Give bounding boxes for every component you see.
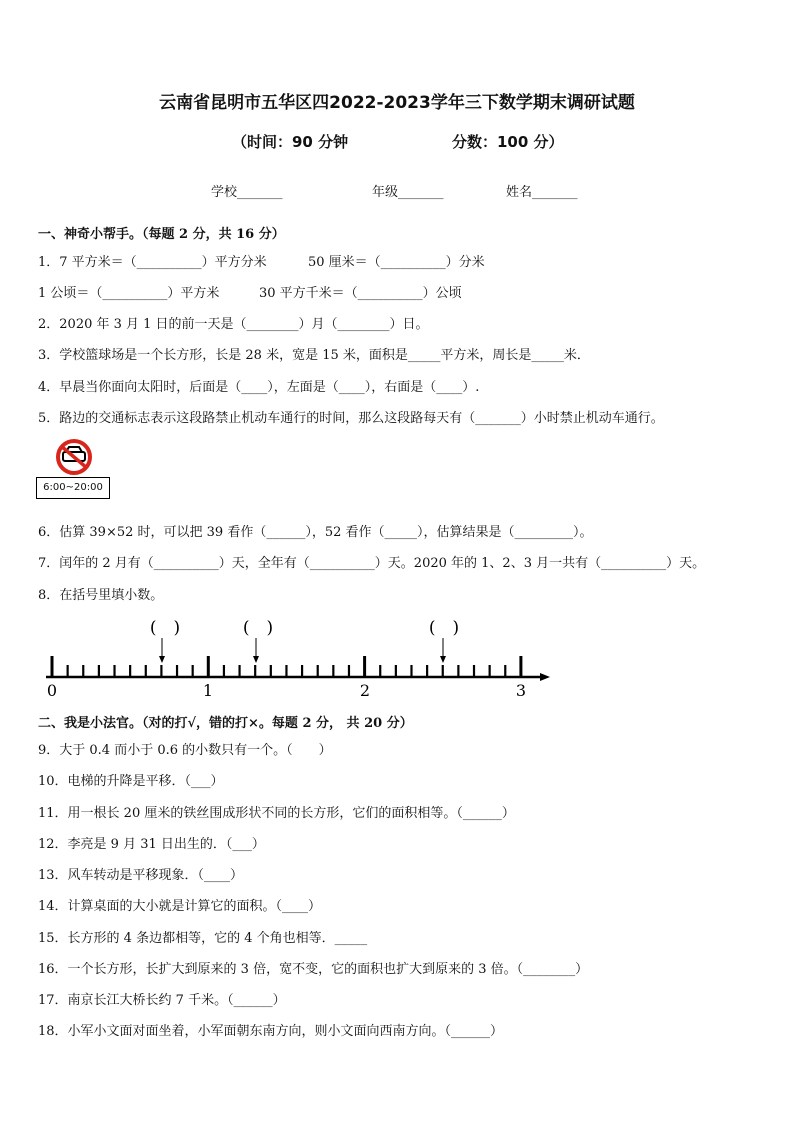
pointer-arrow-2 xyxy=(253,638,259,663)
question-5: 5．路边的交通标志表示这段路禁止机动车通行的时间，那么这段路每天有（_______）小时禁止机动车通行。 xyxy=(38,411,664,426)
question-18: 18．小军小文面对面坐着，小军面朝东南方向，则小文面向西南方向。（______） xyxy=(38,1024,504,1039)
question-3: 3．学校篮球场是一个长方形，长是 28 米，宽是 15 米，面积是_____平方米，周长是_____米． xyxy=(38,348,590,363)
question-17: 17．南京长江大桥长约 7 千米。（______） xyxy=(38,993,286,1008)
page-title: 云南省昆明市五华区四2022-2023学年三下数学期末调研试题 xyxy=(159,93,635,113)
time-limit: （时间：90 分钟 xyxy=(232,133,349,151)
question-14: 14．计算桌面的大小就是计算它的面积。（____） xyxy=(38,899,322,914)
name-field: 姓名_______ xyxy=(506,185,578,200)
question-4: 4．早晨当你面向太阳时，后面是（____），左面是（____），右面是（____）. xyxy=(38,380,480,395)
question-11: 11．用一根长 20 厘米的铁丝围成形状不同的长方形，它们的面积相等。（______） xyxy=(38,806,515,821)
question-1c: 1 公顷＝（__________）平方米 xyxy=(38,286,220,301)
number-line-arrowhead xyxy=(540,673,550,681)
question-1a: 1．7 平方米＝（__________）平方分米 xyxy=(38,255,267,270)
question-12: 12．李亮是 9 月 31 日出生的．（___） xyxy=(38,837,265,852)
number-line-blank-1: ( ) xyxy=(149,618,181,638)
question-6: 6．估算 39×52 时，可以把 39 看作（______），52 看作（_____），估算结果是（_________）。 xyxy=(38,525,593,540)
question-15: 15．长方形的 4 条边都相等，它的 4 个角也相等．_____ xyxy=(38,931,368,946)
number-line-ticks xyxy=(52,656,521,677)
question-7: 7．闰年的 2 月有（__________）天，全年有（__________）天。2020 年的 1、2、3 月一共有（__________）天。 xyxy=(38,556,706,571)
question-13: 13．风车转动是平移现象．（____） xyxy=(38,868,244,883)
pointer-arrow-3 xyxy=(440,638,446,663)
school-field: 学校_______ xyxy=(211,185,283,200)
number-line-label-0: 0 xyxy=(46,681,58,700)
number-line-figure xyxy=(0,612,794,702)
question-9: 9．大于 0.4 而小于 0.6 的小数只有一个。（ ） xyxy=(38,743,332,758)
number-line-label-1: 1 xyxy=(202,681,214,700)
total-score: 分数：100 分） xyxy=(452,133,564,151)
question-10: 10．电梯的升降是平移．（___） xyxy=(38,774,224,789)
section1-heading: 一、神奇小帮手。（每题 2 分，共 16 分） xyxy=(38,227,285,242)
question-1b: 50 厘米＝（__________）分米 xyxy=(308,255,485,270)
pointer-arrow-1 xyxy=(159,638,165,663)
no-vehicle-sign-icon xyxy=(50,437,98,477)
sign-time-plate: 6:00~20:00 xyxy=(36,477,110,499)
question-8: 8．在括号里填小数。 xyxy=(38,588,164,603)
number-line-label-2: 2 xyxy=(359,681,371,700)
question-16: 16．一个长方形，长扩大到原来的 3 倍，宽不变，它的面积也扩大到原来的 3 倍。（________） xyxy=(38,962,589,977)
number-line-blank-2: ( ) xyxy=(242,618,274,638)
grade-field: 年级_______ xyxy=(372,185,444,200)
section2-heading: 二、我是小法官。（对的打√，错的打×。每题 2 分， 共 20 分） xyxy=(38,716,413,731)
number-line-label-3: 3 xyxy=(515,681,527,700)
question-1d: 30 平方千米＝（__________）公顷 xyxy=(259,286,462,301)
question-2: 2．2020 年 3 月 1 日的前一天是（________）月（________）日。 xyxy=(38,317,429,332)
number-line-blank-3: ( ) xyxy=(428,618,460,638)
